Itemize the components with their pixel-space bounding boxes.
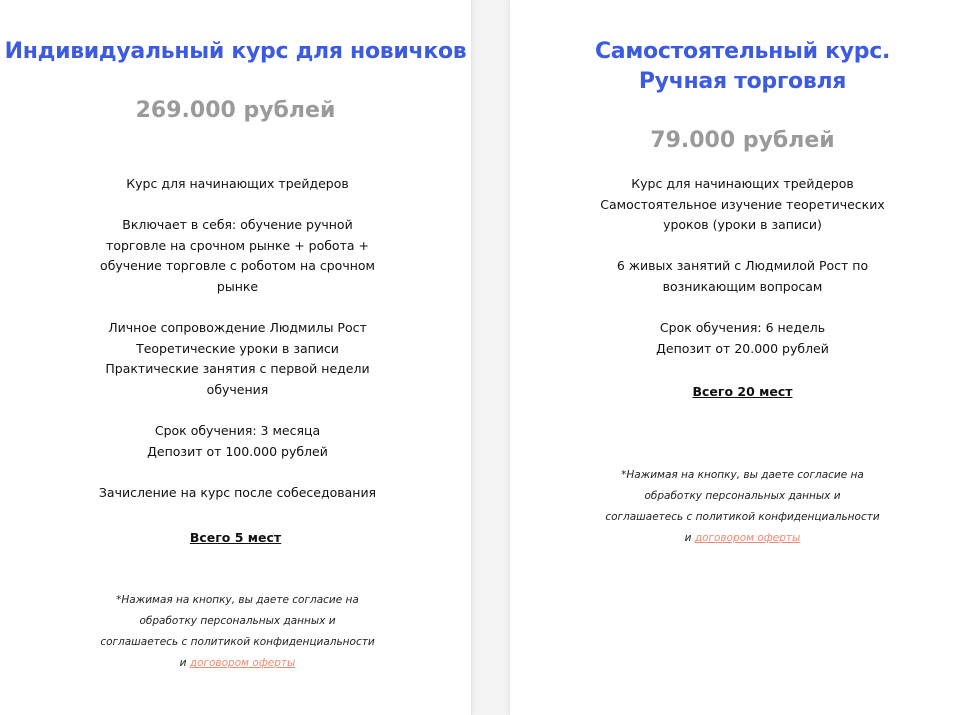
desc-line: Личное сопровождение Людмилы Рост	[108, 320, 367, 336]
desc-line: Зачисление на курс после собеседования	[98, 484, 377, 500]
course-title-line-1: Самостоятельный курс.	[594, 39, 891, 64]
consent-line: соглашаетесь с политикой конфиденциальности	[100, 636, 375, 648]
consent-line-last	[60, 653, 415, 674]
seats-label[interactable]: Всего 5 мест	[189, 530, 282, 545]
consent-line-last	[565, 528, 920, 549]
desc-line: Теоретические уроки в записи	[136, 340, 339, 356]
desc-line: обучение торговле с роботом на срочном	[100, 258, 375, 274]
desc-line: Срок обучения: 3 месяца	[154, 423, 321, 439]
desc-line: Включает в себя: обучение ручной	[122, 217, 353, 233]
desc-line: Депозит от 100.000 рублей	[147, 443, 328, 459]
consent-line: обработку персональных данных и	[644, 490, 841, 502]
desc-line: торговле на срочном рынке + робота +	[106, 237, 369, 253]
course-title-line: Индивидуальный курс для новичков	[4, 39, 467, 64]
consent-note	[60, 590, 415, 674]
desc-line: обучения	[206, 381, 269, 397]
desc-line: 6 живых занятий с Людмилой Рост по	[616, 258, 869, 274]
course-title	[0, 37, 471, 67]
consent-line: соглашаетесь с политикой конфиденциальности	[605, 511, 880, 523]
course-price: 79.000 рублей	[650, 128, 835, 153]
desc-line: возникающим вопросам	[662, 278, 823, 294]
consent-note	[565, 465, 920, 549]
desc-line: Срок обучения: 6 недель	[659, 320, 826, 336]
course-title	[510, 37, 974, 97]
desc-line: Курс для начинающих трейдеров	[631, 176, 854, 191]
consent-line: обработку персональных данных и	[139, 615, 336, 627]
consent-line: *Нажимая на кнопку, вы даете согласие на	[116, 594, 359, 606]
course-title-line-2: Ручная торговля	[638, 69, 847, 94]
desc-line: Самостоятельное изучение теоретических	[600, 196, 885, 212]
consent-prefix: и	[179, 657, 190, 669]
desc-line: Депозит от 20.000 рублей	[656, 340, 829, 356]
course-card-individual	[0, 0, 472, 715]
consent-prefix: и	[684, 532, 695, 544]
desc-line: уроков (уроки в записи)	[663, 217, 822, 233]
desc-line: Курс для начинающих трейдеров	[126, 176, 349, 191]
desc-line: Практические занятия с первой недели	[105, 361, 370, 377]
offer-agreement-link[interactable]: договором оферты	[694, 532, 801, 544]
seats-label[interactable]: Всего 20 мест	[692, 384, 793, 399]
seats-link[interactable]	[510, 383, 974, 401]
seats-link[interactable]	[0, 529, 471, 547]
course-card-self-study	[509, 0, 974, 715]
course-description	[60, 174, 415, 504]
offer-agreement-link[interactable]: договором оферты	[189, 657, 296, 669]
course-price: 269.000 рублей	[135, 98, 336, 123]
consent-line: *Нажимая на кнопку, вы даете согласие на	[621, 469, 864, 481]
desc-line: рынке	[216, 278, 259, 294]
course-description	[565, 174, 920, 359]
